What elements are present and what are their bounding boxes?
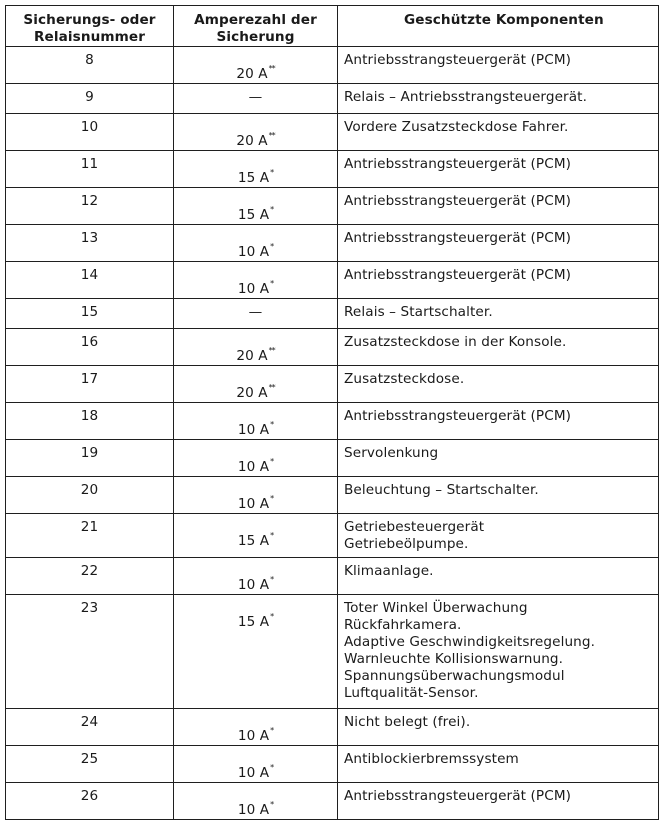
header-fuse-number-line: Sicherungs- oder [23, 12, 156, 28]
protected-components [338, 225, 659, 262]
footnote-mark: ** [268, 64, 275, 73]
fuse-amperage [174, 47, 338, 84]
fuse-number: 9 [6, 84, 174, 114]
table-row [6, 440, 659, 477]
footnote-mark: * [270, 726, 274, 735]
amperage-value: 10 A [237, 459, 270, 475]
table-row [6, 151, 659, 188]
header-amperage-line: Sicherung [216, 29, 295, 45]
table-row [6, 299, 659, 329]
protected-components [338, 558, 659, 595]
amperage-value: 10 A [237, 577, 270, 593]
fuse-amperage [174, 746, 338, 783]
fuse-number: 24 [6, 709, 174, 746]
fuse-number: 18 [6, 403, 174, 440]
fuse-amperage [174, 477, 338, 514]
fuse-number: 16 [6, 329, 174, 366]
table-row [6, 366, 659, 403]
amperage-value: 15 A [237, 614, 270, 630]
fuse-amperage [174, 366, 338, 403]
component-line: Antriebsstrangsteuergerät (PCM) [344, 52, 572, 68]
fuse-number: 25 [6, 746, 174, 783]
header-fuse-number-line: Relaisnummer [33, 29, 146, 45]
component-line: Spannungsüberwachungsmodul [344, 668, 565, 684]
protected-components [338, 151, 659, 188]
fuse-amperage [174, 514, 338, 558]
component-line: Klimaanlage. [344, 563, 434, 579]
component-line: Getriebesteuergerät [344, 519, 485, 535]
protected-components [338, 329, 659, 366]
footnote-mark: ** [268, 383, 275, 392]
table-row [6, 477, 659, 514]
fuse-amperage [174, 84, 338, 114]
fuse-number: 17 [6, 366, 174, 403]
protected-components [338, 783, 659, 820]
amperage-value: 15 A [237, 533, 270, 549]
component-line: Rückfahrkamera. [344, 617, 462, 633]
table-body [6, 47, 659, 820]
footnote-mark: * [270, 279, 274, 288]
component-line: Relais – Antriebsstrangsteuergerät. [344, 89, 588, 105]
table-row [6, 514, 659, 558]
footnote-mark: * [270, 457, 274, 466]
protected-components [338, 366, 659, 403]
protected-components [338, 262, 659, 299]
table-row [6, 114, 659, 151]
fuse-number: 8 [6, 47, 174, 84]
amperage-value: 10 A [237, 802, 270, 818]
component-line: Antriebsstrangsteuergerät (PCM) [344, 408, 572, 424]
protected-components [338, 746, 659, 783]
fuse-number: 14 [6, 262, 174, 299]
component-line: Antriebsstrangsteuergerät (PCM) [344, 788, 572, 804]
amperage-value: 15 A [237, 170, 270, 186]
footnote-mark: * [270, 205, 274, 214]
footnote-mark: ** [268, 346, 275, 355]
protected-components [338, 440, 659, 477]
fuse-number: 20 [6, 477, 174, 514]
component-line: Beleuchtung – Startschalter. [344, 482, 539, 498]
header-amperage [174, 6, 338, 47]
component-line: Adaptive Geschwindigkeitsregelung. [344, 634, 596, 650]
protected-components [338, 709, 659, 746]
footnote-mark: * [270, 168, 274, 177]
header-fuse-number [6, 6, 174, 47]
table-row [6, 746, 659, 783]
fuse-amperage [174, 299, 338, 329]
fuse-number: 11 [6, 151, 174, 188]
component-line: Nicht belegt (frei). [344, 714, 471, 730]
fuse-amperage [174, 440, 338, 477]
protected-components [338, 188, 659, 225]
fuse-number: 10 [6, 114, 174, 151]
component-line: Antiblockierbremssystem [344, 751, 519, 767]
fuse-amperage [174, 709, 338, 746]
fuse-amperage [174, 329, 338, 366]
component-line: Toter Winkel Überwachung [344, 600, 528, 616]
footnote-mark: * [270, 494, 274, 503]
table-header-row [6, 6, 659, 47]
protected-components [338, 595, 659, 709]
fuse-amperage [174, 783, 338, 820]
component-line: Antriebsstrangsteuergerät (PCM) [344, 267, 572, 283]
component-line: Antriebsstrangsteuergerät (PCM) [344, 193, 572, 209]
table-row [6, 595, 659, 709]
amperage-value: 15 A [237, 207, 270, 223]
table-row [6, 709, 659, 746]
amperage-value: 10 A [237, 496, 270, 512]
table-row [6, 403, 659, 440]
fuse-amperage [174, 558, 338, 595]
footnote-mark: ** [268, 131, 275, 140]
protected-components [338, 47, 659, 84]
table-row [6, 188, 659, 225]
protected-components [338, 514, 659, 558]
table-row [6, 329, 659, 366]
fuse-number: 21 [6, 514, 174, 558]
amperage-value: 20 A [236, 66, 268, 82]
component-line: Luftqualität-Sensor. [344, 685, 479, 701]
table-row [6, 84, 659, 114]
fuse-amperage [174, 262, 338, 299]
table-row [6, 262, 659, 299]
table-row [6, 47, 659, 84]
footnote-mark: * [270, 242, 274, 251]
amperage-value: 20 A [236, 348, 268, 364]
protected-components [338, 403, 659, 440]
fuse-amperage [174, 595, 338, 709]
protected-components [338, 299, 659, 329]
fuse-amperage [174, 114, 338, 151]
protected-components [338, 114, 659, 151]
fuse-amperage [174, 403, 338, 440]
protected-components [338, 477, 659, 514]
component-line: Vordere Zusatzsteckdose Fahrer. [344, 119, 569, 135]
fuse-number: 12 [6, 188, 174, 225]
amperage-value: 10 A [237, 244, 270, 260]
fuse-amperage [174, 151, 338, 188]
fuse-number: 23 [6, 595, 174, 709]
fuse-number: 13 [6, 225, 174, 262]
component-line: Getriebeölpumpe. [344, 536, 469, 552]
component-line: Warnleuchte Kollisionswarnung. [344, 651, 564, 667]
fuse-table [5, 5, 659, 820]
amperage-value: 20 A [236, 385, 268, 401]
amperage-value: 20 A [236, 133, 268, 149]
footnote-mark: * [270, 575, 274, 584]
table-row [6, 783, 659, 820]
component-line: Zusatzsteckdose in der Konsole. [344, 334, 567, 350]
component-line: Antriebsstrangsteuergerät (PCM) [344, 230, 572, 246]
header-amperage-line: Amperezahl der [194, 12, 317, 28]
amperage-value: 10 A [237, 422, 270, 438]
fuse-number: 26 [6, 783, 174, 820]
amperage-value: — [248, 89, 263, 105]
fuse-number: 15 [6, 299, 174, 329]
fuse-amperage [174, 188, 338, 225]
protected-components [338, 84, 659, 114]
amperage-value: 10 A [237, 765, 270, 781]
component-line: Antriebsstrangsteuergerät (PCM) [344, 156, 572, 172]
component-line: Servolenkung [344, 445, 439, 461]
component-line: Relais – Startschalter. [344, 304, 493, 320]
footnote-mark: * [270, 800, 274, 809]
footnote-mark: * [270, 531, 274, 540]
table-row [6, 558, 659, 595]
fuse-amperage [174, 225, 338, 262]
component-line: Zusatzsteckdose. [344, 371, 465, 387]
footnote-mark: * [270, 612, 274, 621]
amperage-value: — [248, 304, 263, 320]
amperage-value: 10 A [237, 728, 270, 744]
amperage-value: 10 A [237, 281, 270, 297]
header-components: Geschützte Komponenten [338, 6, 659, 47]
table-row [6, 225, 659, 262]
footnote-mark: * [270, 763, 274, 772]
footnote-mark: * [270, 420, 274, 429]
fuse-number: 19 [6, 440, 174, 477]
fuse-number: 22 [6, 558, 174, 595]
